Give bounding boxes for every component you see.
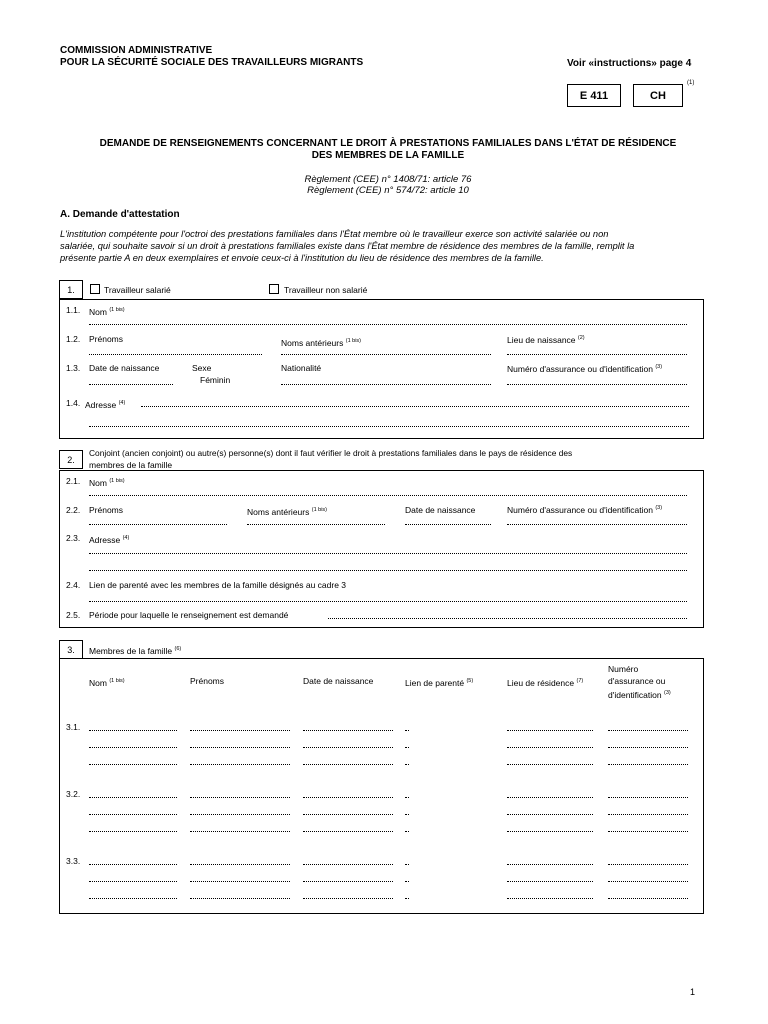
col-header-prenoms: Prénoms (190, 676, 225, 686)
member-lieu-residence-field[interactable] (507, 730, 593, 731)
field-2-2-date-naissance[interactable] (405, 524, 491, 525)
member-date-naissance-field[interactable] (303, 831, 393, 832)
regulation-1: Règlement (CEE) n° 1408/71: article 76 (304, 174, 472, 185)
field-1-1-nom[interactable] (89, 324, 687, 325)
member-lien-parente-field[interactable] (405, 764, 409, 765)
option-non-salarie-label: Travailleur non salarié (284, 285, 368, 295)
member-nom-field[interactable] (89, 814, 177, 815)
member-nom-field[interactable] (89, 797, 177, 798)
member-lieu-residence-field[interactable] (507, 831, 593, 832)
form-code-box: E 411 (567, 84, 621, 107)
field-2-2-num-assurance[interactable] (507, 524, 687, 525)
member-num-assurance-field[interactable] (608, 747, 688, 748)
col-header-numero-2: d'assurance ou (608, 676, 666, 686)
member-prenoms-field[interactable] (190, 764, 290, 765)
member-prenoms-field[interactable] (190, 898, 290, 899)
field-2-2-prenoms[interactable] (89, 524, 227, 525)
member-nom-field[interactable] (89, 831, 177, 832)
field-2-2-date-label: Date de naissance (405, 505, 476, 515)
field-1-3-nationalite[interactable] (281, 384, 491, 385)
member-nom-field[interactable] (89, 898, 177, 899)
section-2-number: 2. (59, 450, 83, 469)
member-lieu-residence-field[interactable] (507, 898, 593, 899)
field-2-4-lien-label: Lien de parenté avec les membres de la famille désignés au cadre 3 (89, 580, 347, 590)
member-prenoms-field[interactable] (190, 747, 290, 748)
field-2-3-adresse-line-2[interactable] (89, 570, 687, 571)
section-a-intro-1: L'institution compétente pour l'octroi des prestations familiales dans l'État membre où le travailleur exerce son activité salariée ou non (60, 229, 609, 239)
member-lien-parente-field[interactable] (405, 881, 409, 882)
member-num-assurance-field[interactable] (608, 881, 688, 882)
member-date-naissance-field[interactable] (303, 898, 393, 899)
member-date-naissance-field[interactable] (303, 730, 393, 731)
field-1-3-feminin[interactable]: Féminin (200, 375, 231, 385)
field-1-3-num-assurance[interactable] (507, 384, 687, 385)
section-2-desc-1: Conjoint (ancien conjoint) ou autre(s) personne(s) dont il faut vérifier le droit à prestations familiales dans le pays de résidence des (89, 448, 573, 458)
col-header-lieu-residence: Lieu de résidence $^{(7)}$ (507, 677, 584, 688)
field-1-3-date-naissance[interactable] (89, 384, 173, 385)
field-2-1-nom-label: Nom $^{(1 bis)}$ (89, 477, 125, 488)
section-2-desc-2: membres de la famille (89, 460, 173, 470)
option-salarie-label: Travailleur salarié (104, 285, 171, 295)
member-row-number: 3.1. (66, 722, 81, 732)
country-footnote: (1) (687, 80, 695, 86)
member-date-naissance-field[interactable] (303, 747, 393, 748)
member-lien-parente-field[interactable] (405, 730, 409, 731)
section-3-title: Membres de la famille $^{(6)}$ (89, 645, 182, 656)
section-a-intro-3: présente partie A en deux exemplaires et envoie ceux-ci à l'institution du lieu de résidence des membres de la famille. (60, 253, 544, 263)
member-prenoms-field[interactable] (190, 864, 290, 865)
col-header-numero-1: Numéro (608, 664, 639, 674)
instructions-note: Voir «instructions» page 4 (567, 58, 692, 69)
member-lieu-residence-field[interactable] (507, 764, 593, 765)
country-box: CH (633, 84, 683, 107)
checkbox-non-salarie[interactable] (269, 284, 279, 294)
field-2-3-adresse-line-1[interactable] (89, 553, 687, 554)
field-2-2-noms-anterieurs-label: Noms antérieurs $^{(1 bis)}$ (247, 506, 328, 517)
member-date-naissance-field[interactable] (303, 797, 393, 798)
member-num-assurance-field[interactable] (608, 814, 688, 815)
field-1-4-adresse-label: Adresse $^{(4)}$ (85, 399, 126, 410)
member-num-assurance-field[interactable] (608, 831, 688, 832)
field-1-4-adresse-line-1[interactable] (141, 406, 689, 407)
member-prenoms-field[interactable] (190, 797, 290, 798)
member-date-naissance-field[interactable] (303, 881, 393, 882)
member-row-number: 3.2. (66, 789, 81, 799)
member-nom-field[interactable] (89, 864, 177, 865)
member-lieu-residence-field[interactable] (507, 814, 593, 815)
member-nom-field[interactable] (89, 881, 177, 882)
regulation-2: Règlement (CEE) n° 574/72: article 10 (307, 185, 469, 196)
member-nom-field[interactable] (89, 764, 177, 765)
page-number: 1 (690, 987, 696, 997)
member-num-assurance-field[interactable] (608, 730, 688, 731)
field-1-2-number: 1.2. (66, 334, 81, 344)
member-prenoms-field[interactable] (190, 881, 290, 882)
member-lieu-residence-field[interactable] (507, 881, 593, 882)
field-1-4-adresse-line-2[interactable] (89, 426, 689, 427)
field-2-3-adresse-label: Adresse $^{(4)}$ (89, 534, 130, 545)
member-num-assurance-field[interactable] (608, 864, 688, 865)
member-prenoms-field[interactable] (190, 831, 290, 832)
field-1-2-lieu-naissance[interactable] (507, 354, 687, 355)
field-1-2-noms-anterieurs-label: Noms antérieurs $^{(1 bis)}$ (281, 337, 362, 348)
field-2-2-number: 2.2. (66, 505, 81, 515)
field-1-1-number: 1.1. (66, 305, 81, 315)
col-header-date-naissance: Date de naissance (303, 676, 374, 686)
field-2-4-lien[interactable] (89, 601, 687, 602)
section-a-intro-2: salariée, qui souhaite savoir si un droit à prestations familiales existe dans l'État membre de résidence des membres de la famille, remplit la (60, 241, 635, 251)
field-1-2-noms-anterieurs[interactable] (281, 354, 491, 355)
member-nom-field[interactable] (89, 730, 177, 731)
member-lieu-residence-field[interactable] (507, 864, 593, 865)
member-date-naissance-field[interactable] (303, 814, 393, 815)
field-1-4-number: 1.4. (66, 398, 81, 408)
member-prenoms-field[interactable] (190, 814, 290, 815)
field-2-2-num-assurance-label: Numéro d'assurance ou d'identification $^{(3)}$ (507, 504, 663, 515)
field-1-3-num-assurance-label: Numéro d'assurance ou d'identification $^{(3)}$ (507, 363, 663, 374)
field-1-3-date-label: Date de naissance (89, 363, 160, 373)
member-lien-parente-field[interactable] (405, 864, 409, 865)
section-a-heading: A. Demande d'attestation (60, 209, 180, 220)
section-1-number: 1. (59, 280, 83, 299)
member-prenoms-field[interactable] (190, 730, 290, 731)
member-date-naissance-field[interactable] (303, 864, 393, 865)
field-1-2-lieu-naissance-label: Lieu de naissance $^{(2)}$ (507, 334, 585, 345)
member-date-naissance-field[interactable] (303, 764, 393, 765)
form-title-line-1: DEMANDE DE RENSEIGNEMENTS CONCERNANT LE DROIT À PRESTATIONS FAMILIALES DANS L'ÉTAT DE RÉSIDENCE (99, 138, 677, 149)
field-2-2-prenoms-label: Prénoms (89, 505, 124, 515)
field-2-3-number: 2.3. (66, 533, 81, 543)
member-nom-field[interactable] (89, 747, 177, 748)
section-3-number: 3. (59, 640, 83, 659)
member-lien-parente-field[interactable] (405, 898, 409, 899)
field-1-2-prenoms-label: Prénoms (89, 334, 124, 344)
field-2-5-periode[interactable] (328, 618, 687, 619)
org-line-2: POUR LA SÉCURITÉ SOCIALE DES TRAVAILLEURS MIGRANTS (60, 57, 364, 68)
section-2-box (59, 470, 704, 628)
member-lien-parente-field[interactable] (405, 831, 409, 832)
member-lieu-residence-field[interactable] (507, 797, 593, 798)
col-header-lien-parente: Lien de parenté $^{(5)}$ (405, 677, 474, 688)
field-1-3-sexe-label: Sexe (192, 363, 212, 373)
member-row-number: 3.3. (66, 856, 81, 866)
checkbox-salarie[interactable] (90, 284, 100, 294)
field-2-4-number: 2.4. (66, 580, 81, 590)
col-header-numero-3: d'identification $^{(3)}$ (608, 689, 671, 700)
member-num-assurance-field[interactable] (608, 764, 688, 765)
member-lieu-residence-field[interactable] (507, 747, 593, 748)
field-2-5-periode-label: Période pour laquelle le renseignement est demandé (89, 610, 289, 620)
field-2-1-number: 2.1. (66, 476, 81, 486)
member-lien-parente-field[interactable] (405, 747, 409, 748)
org-line-1: COMMISSION ADMINISTRATIVE (60, 45, 213, 56)
member-num-assurance-field[interactable] (608, 797, 688, 798)
field-2-5-number: 2.5. (66, 610, 81, 620)
member-num-assurance-field[interactable] (608, 898, 688, 899)
member-lien-parente-field[interactable] (405, 814, 409, 815)
col-header-nom: Nom $^{(1 bis)}$ (89, 677, 125, 688)
field-1-3-number: 1.3. (66, 363, 81, 373)
member-lien-parente-field[interactable] (405, 797, 409, 798)
form-title-line-2: DES MEMBRES DE LA FAMILLE (311, 150, 465, 161)
field-1-1-label: Nom $^{(1 bis)}$ (89, 306, 125, 317)
field-2-2-noms-anterieurs[interactable] (247, 524, 385, 525)
field-1-2-prenoms[interactable] (89, 354, 262, 355)
field-2-1-nom[interactable] (89, 495, 687, 496)
field-1-3-nationalite-label: Nationalité (281, 363, 322, 373)
